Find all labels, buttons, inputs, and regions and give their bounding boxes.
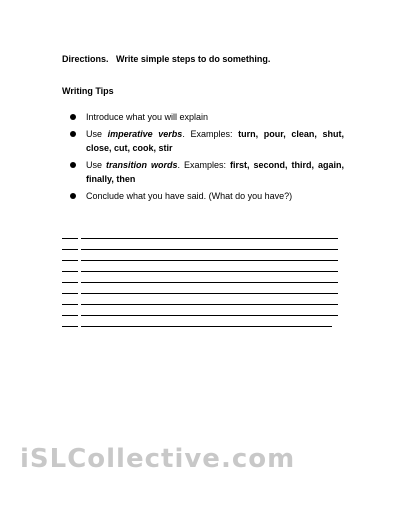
writing-line[interactable]	[62, 294, 338, 305]
bullet-icon	[70, 193, 76, 199]
writing-line[interactable]	[62, 283, 338, 294]
writing-line[interactable]	[62, 250, 338, 261]
bullet-icon	[70, 131, 76, 137]
tip-examples: first, second, third, again, finally, then	[86, 160, 344, 184]
directions-task: Write simple steps to do something	[116, 54, 268, 64]
writing-line[interactable]	[62, 239, 338, 250]
tip-term: imperative verbs	[107, 129, 183, 139]
watermark-logo: iSLCollective.com	[20, 444, 296, 474]
tip-text: Introduce what you will explain	[86, 112, 209, 122]
tip-pre: Use	[86, 160, 106, 170]
tip-text: Conclude what you have said. (What do you have?)	[86, 191, 293, 201]
tip-pre: Use	[86, 129, 108, 139]
tip-item	[62, 189, 344, 203]
bullet-icon	[70, 114, 76, 120]
writing-lines	[62, 228, 338, 327]
directions-label: Directions.	[62, 54, 109, 64]
tip-examples: turn, pour, clean, shut, close, cut, cook, stir	[86, 129, 344, 153]
writing-tips-heading: Writing Tips	[62, 86, 114, 96]
tip-term: transition words	[106, 160, 178, 170]
writing-line[interactable]	[62, 305, 338, 316]
writing-tips-list	[62, 110, 344, 206]
tip-mid: . Examples:	[177, 160, 230, 170]
tip-item	[62, 127, 344, 155]
writing-line[interactable]	[62, 261, 338, 272]
directions-end: .	[267, 54, 271, 64]
writing-line[interactable]	[62, 228, 338, 239]
tip-item	[62, 110, 344, 124]
tip-item	[62, 158, 344, 186]
bullet-icon	[70, 162, 76, 168]
tip-mid: . Examples:	[182, 129, 239, 139]
writing-line[interactable]	[62, 316, 332, 327]
writing-line[interactable]	[62, 272, 338, 283]
directions	[62, 54, 270, 64]
